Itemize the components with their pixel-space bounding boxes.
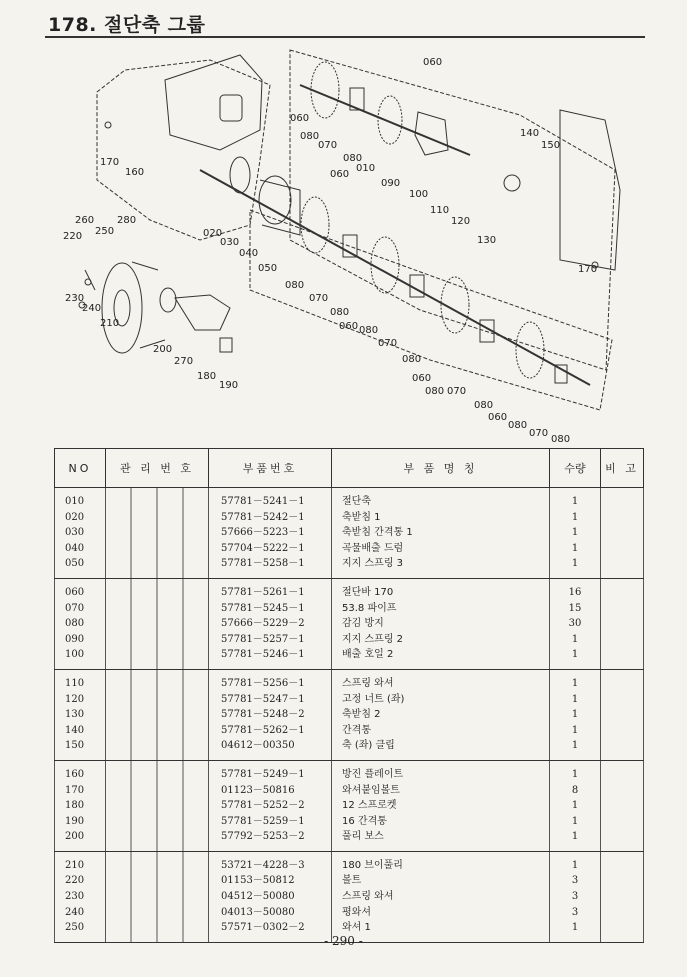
callout: 080 xyxy=(343,153,363,164)
callout: 270 xyxy=(174,356,194,367)
callout: 080 xyxy=(330,307,350,318)
callout: 080 xyxy=(474,400,494,411)
no-value: 200 xyxy=(65,831,85,843)
no-value: 250 xyxy=(65,922,85,934)
callout: 230 xyxy=(65,293,85,304)
part_no-value: 57666－5229－2 xyxy=(221,618,305,630)
col-name: 부 품 명 칭 xyxy=(332,449,550,488)
qty-value: 3 xyxy=(571,891,579,903)
part_no-value: 57781－5252－2 xyxy=(221,800,305,812)
part_no-value: 57792－5253－2 xyxy=(221,831,305,843)
name-value: 16 간격통 xyxy=(342,815,387,827)
callout: 080 xyxy=(300,131,320,142)
callout: 040 xyxy=(239,248,259,259)
no-value: 110 xyxy=(65,677,85,689)
cell-part_no xyxy=(209,578,332,669)
callout: 130 xyxy=(477,235,497,246)
diagram-callouts xyxy=(63,57,597,445)
part_no-value: 57781－5245－1 xyxy=(221,602,305,614)
qty-value: 1 xyxy=(571,693,579,705)
cell-remark xyxy=(601,760,644,851)
callout: 070 xyxy=(378,338,398,349)
callout: 050 xyxy=(258,263,278,274)
callout: 180 xyxy=(197,371,217,382)
name-value: 풀리 보스 xyxy=(342,831,384,843)
no-value: 210 xyxy=(65,859,85,871)
cell-part_no xyxy=(209,669,332,760)
no-value: 240 xyxy=(65,906,85,918)
no-value: 120 xyxy=(65,693,85,705)
qty-value: 1 xyxy=(571,633,579,645)
callout: 200 xyxy=(153,344,173,355)
qty-value: 1 xyxy=(571,831,579,843)
callout: 190 xyxy=(219,380,239,391)
part_no-value: 01123－50816 xyxy=(221,784,295,796)
table-header-row xyxy=(55,449,644,488)
part_no-value: 57781－5257－1 xyxy=(221,633,305,645)
part_no-value: 04612－00350 xyxy=(221,740,295,752)
name-value: 간격통 xyxy=(342,724,371,736)
part_no-value: 57571－0302－2 xyxy=(221,922,305,934)
qty-value: 1 xyxy=(571,815,579,827)
qty-value: 1 xyxy=(571,800,579,812)
callout: 240 xyxy=(82,303,102,314)
cell-name xyxy=(332,578,550,669)
no-value: 040 xyxy=(65,542,85,554)
col-remark: 비 고 xyxy=(601,449,644,488)
callout: 060 xyxy=(339,321,359,332)
qty-value: 1 xyxy=(571,527,579,539)
cell-no xyxy=(55,669,106,760)
part_no-value: 57781－5256－1 xyxy=(221,677,305,689)
no-value: 050 xyxy=(65,558,85,570)
callout: 260 xyxy=(75,215,95,226)
qty-value: 1 xyxy=(571,511,579,523)
table-row-group xyxy=(55,669,644,760)
no-value: 140 xyxy=(65,724,85,736)
callout: 070 xyxy=(318,140,338,151)
callout: 070 xyxy=(447,386,467,397)
qty-value: 1 xyxy=(571,859,579,871)
name-value: 180 브이풀리 xyxy=(342,859,403,871)
name-value: 절단축 xyxy=(342,496,371,507)
name-value: 지지 스프링 2 xyxy=(342,633,404,645)
name-value: 축받침 2 xyxy=(342,709,381,721)
no-value: 160 xyxy=(65,768,85,780)
no-value: 130 xyxy=(65,709,85,721)
part_no-value: 57781－5262－1 xyxy=(221,724,305,736)
name-value: 와셔 1 xyxy=(342,922,371,934)
callout: 170 xyxy=(100,157,120,168)
part_no-value: 57781－5259－1 xyxy=(221,815,305,827)
no-value: 230 xyxy=(65,891,85,903)
name-value: 배출 호일 2 xyxy=(342,649,394,661)
qty-value: 1 xyxy=(571,649,579,661)
callout: 080 xyxy=(402,354,422,365)
callout: 140 xyxy=(520,128,540,139)
qty-value: 3 xyxy=(571,906,579,918)
name-value: 와셔붙임볼트 xyxy=(342,784,400,796)
callout: 170 xyxy=(578,264,598,275)
parts-table xyxy=(54,448,644,943)
cell-name xyxy=(332,488,550,579)
no-value: 100 xyxy=(65,649,85,661)
name-value: 곡물배출 드럼 xyxy=(342,542,404,554)
name-value: 고정 너트 (좌) xyxy=(342,693,405,705)
callout: 010 xyxy=(356,163,376,174)
name-value: 53.8 파이프 xyxy=(342,602,397,614)
name-value: 평와셔 xyxy=(342,906,371,918)
no-value: 070 xyxy=(65,602,85,614)
no-value: 030 xyxy=(65,527,85,539)
callout: 100 xyxy=(409,189,429,200)
v-pulley xyxy=(102,263,142,353)
part_no-value: 57781－5246－1 xyxy=(221,649,305,661)
cell-no xyxy=(55,488,106,579)
no-value: 220 xyxy=(65,875,85,887)
part_no-value: 57781－5261－1 xyxy=(221,586,305,598)
callout: 150 xyxy=(541,140,561,151)
no-value: 020 xyxy=(65,511,85,523)
table-row-group xyxy=(55,851,644,942)
cell-no xyxy=(55,760,106,851)
callout: 060 xyxy=(488,412,508,423)
title-divider xyxy=(45,36,645,38)
qty-value: 1 xyxy=(571,740,579,752)
name-value: 축받침 간격통 1 xyxy=(342,527,413,539)
no-value: 190 xyxy=(65,815,85,827)
part_no-value: 57781－5247－1 xyxy=(221,693,305,705)
col-mgmt: 관 리 번 호 xyxy=(106,449,209,488)
cell-mgmt xyxy=(106,760,209,851)
name-value: 축받침 1 xyxy=(342,511,381,523)
no-value: 060 xyxy=(65,586,85,598)
no-value: 150 xyxy=(65,740,85,752)
qty-value: 8 xyxy=(571,784,579,796)
table-row-group xyxy=(55,488,644,579)
col-part-no: 부품번호 xyxy=(209,449,332,488)
callout: 060 xyxy=(330,169,350,180)
cell-mgmt xyxy=(106,488,209,579)
name-value: 12 스프로켓 xyxy=(342,800,397,812)
callout: 080 xyxy=(551,434,571,445)
left-frame xyxy=(97,60,270,240)
part_no-value: 04013－50080 xyxy=(221,906,295,918)
callout: 160 xyxy=(125,167,145,178)
callout: 080 xyxy=(425,386,445,397)
table-row-group xyxy=(55,760,644,851)
col-no: NO xyxy=(55,449,106,488)
qty-value: 1 xyxy=(571,709,579,721)
part_no-value: 57781－5249－1 xyxy=(221,768,305,780)
no-value: 080 xyxy=(65,618,85,630)
qty-value: 15 xyxy=(568,602,582,614)
part_no-value: 53721－4228－3 xyxy=(221,859,305,871)
callout: 070 xyxy=(309,293,329,304)
callout: 220 xyxy=(63,231,83,242)
qty-value: 1 xyxy=(571,496,579,507)
name-value: 절단바 170 xyxy=(342,586,394,598)
qty-value: 1 xyxy=(571,542,579,554)
callout: 060 xyxy=(423,57,443,68)
callout: 210 xyxy=(100,318,120,329)
qty-value: 30 xyxy=(568,618,582,630)
qty-value: 16 xyxy=(568,586,582,598)
qty-value: 1 xyxy=(571,768,579,780)
name-value: 축 (좌) 클립 xyxy=(342,740,395,752)
cell-mgmt xyxy=(106,851,209,942)
exploded-parts-diagram xyxy=(0,40,687,445)
cell-qty xyxy=(550,760,601,851)
cell-name xyxy=(332,760,550,851)
cell-qty xyxy=(550,669,601,760)
name-value: 지지 스프링 3 xyxy=(342,558,404,570)
cell-mgmt xyxy=(106,669,209,760)
no-value: 170 xyxy=(65,784,85,796)
cell-no xyxy=(55,851,106,942)
name-value: 스프링 와셔 xyxy=(342,677,394,689)
cell-qty xyxy=(550,488,601,579)
cell-qty xyxy=(550,578,601,669)
callout: 080 xyxy=(359,325,379,336)
no-value: 180 xyxy=(65,800,85,812)
callout: 020 xyxy=(203,228,223,239)
cell-no xyxy=(55,578,106,669)
cell-remark xyxy=(601,669,644,760)
callout: 090 xyxy=(381,178,401,189)
callout: 120 xyxy=(451,216,471,227)
callout: 030 xyxy=(220,237,240,248)
part_no-value: 04512－50080 xyxy=(221,891,295,903)
part_no-value: 57704－5222－1 xyxy=(221,542,305,554)
part_no-value: 57781－5248－2 xyxy=(221,709,305,721)
no-value: 090 xyxy=(65,633,85,645)
page-title: 178. 절단축 그룹 xyxy=(48,14,206,36)
callout: 250 xyxy=(95,226,115,237)
cell-part_no xyxy=(209,488,332,579)
name-value: 감김 방지 xyxy=(342,618,384,630)
callout: 280 xyxy=(117,215,137,226)
part_no-value: 57781－5241－1 xyxy=(221,496,305,507)
cell-remark xyxy=(601,851,644,942)
qty-value: 3 xyxy=(571,875,579,887)
table-row-group xyxy=(55,578,644,669)
cell-part_no xyxy=(209,851,332,942)
cell-name xyxy=(332,669,550,760)
page-number: - 290 - xyxy=(324,934,363,948)
name-value: 방진 플레이트 xyxy=(342,768,404,780)
name-value: 스프링 와셔 xyxy=(342,891,394,903)
callout: 070 xyxy=(529,428,549,439)
callout: 060 xyxy=(290,113,310,124)
no-value: 010 xyxy=(65,496,85,507)
callout: 080 xyxy=(285,280,305,291)
part_no-value: 57666－5223－1 xyxy=(221,527,305,539)
qty-value: 1 xyxy=(571,558,579,570)
part_no-value: 57781－5258－1 xyxy=(221,558,305,570)
qty-value: 1 xyxy=(571,724,579,736)
callout: 110 xyxy=(430,205,450,216)
cell-part_no xyxy=(209,760,332,851)
name-value: 볼트 xyxy=(342,875,362,887)
cell-remark xyxy=(601,578,644,669)
callout: 080 xyxy=(508,420,528,431)
callout: 060 xyxy=(412,373,432,384)
qty-value: 1 xyxy=(571,677,579,689)
cell-qty xyxy=(550,851,601,942)
part_no-value: 57781－5242－1 xyxy=(221,511,305,523)
cell-remark xyxy=(601,488,644,579)
cell-name xyxy=(332,851,550,942)
col-qty: 수량 xyxy=(550,449,601,488)
part_no-value: 01153－50812 xyxy=(221,875,295,887)
qty-value: 1 xyxy=(571,922,579,934)
cell-mgmt xyxy=(106,578,209,669)
